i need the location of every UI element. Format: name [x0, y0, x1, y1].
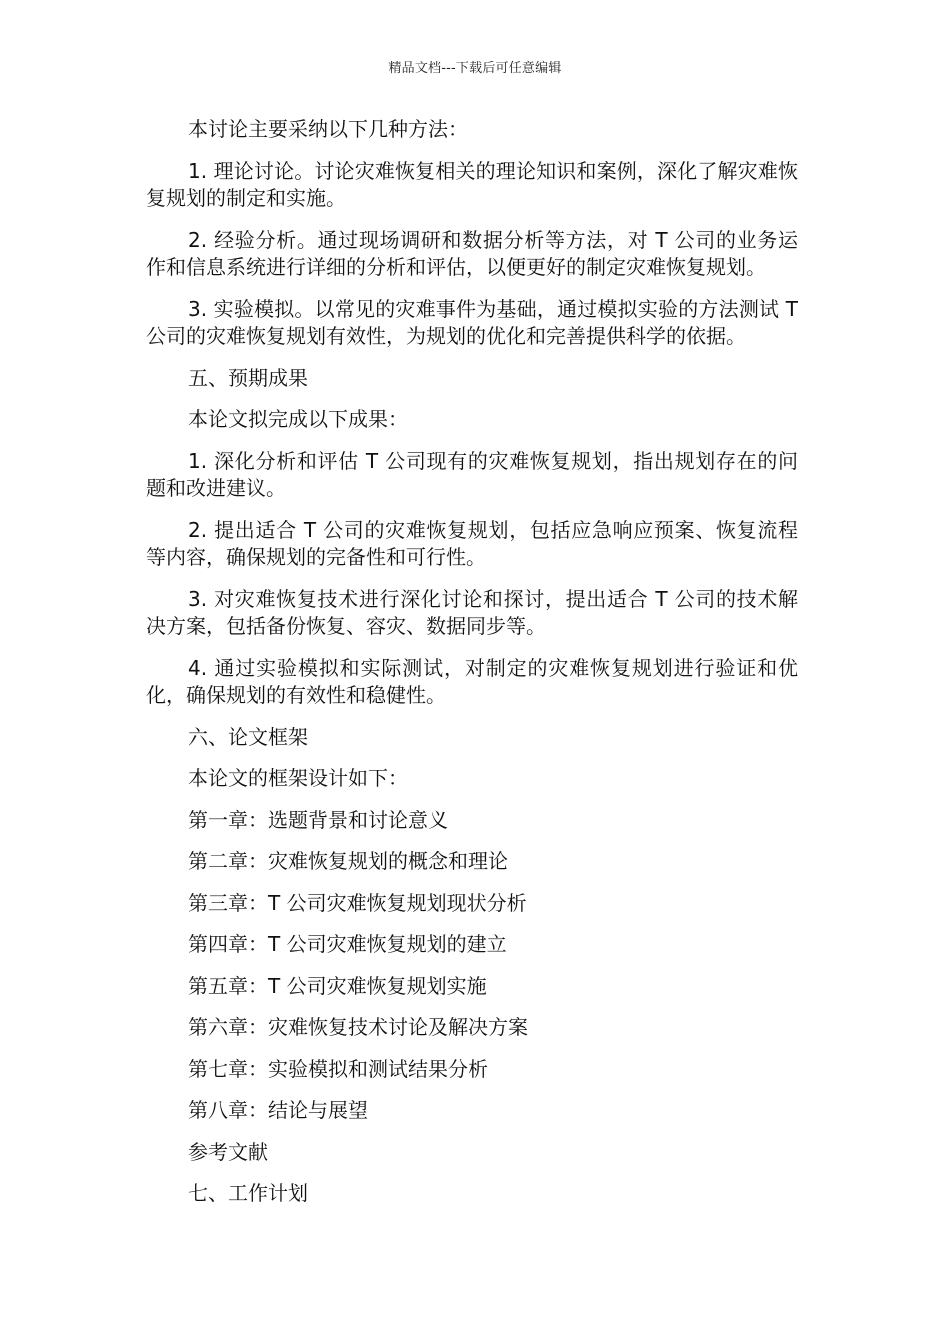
chapter-5: 第五章：T 公司灾难恢复规划实施 [188, 973, 487, 998]
chapter-2: 第二章：灾难恢复规划的概念和理论 [188, 849, 508, 873]
paragraph-methods-intro: 本讨论主要采纳以下几种方法： [188, 117, 468, 141]
references-item: 参考文献 [188, 1139, 268, 1164]
chapter-1: 第一章：选题背景和讨论意义 [188, 807, 448, 832]
chapter-6: 第六章：灾难恢复技术讨论及解决方案 [188, 1015, 528, 1039]
chapter-4: 第四章：T 公司灾难恢复规划的建立 [188, 932, 507, 956]
section-heading-work-plan: 七、工作计划 [188, 1181, 308, 1205]
paragraph-method-simulation: 3. 实验模拟。以常见的灾难事件为基础，通过模拟实验的方法测试 T 公司的灾难恢复规划有效性，为规划的优化和完善提供科学的依据。 [146, 296, 798, 348]
paragraph-result-4: 4. 通过实验模拟和实际测试，对制定的灾难恢复规划进行验证和优化，确保规划的有效性和稳健性。 [146, 655, 798, 707]
section-heading-framework: 六、论文框架 [188, 724, 308, 749]
chapter-3: 第三章：T 公司灾难恢复规划现状分析 [188, 890, 527, 915]
section-heading-expected-results: 五、预期成果 [188, 365, 308, 390]
document-body [146, 116, 798, 1222]
paragraph-result-2: 2. 提出适合 T 公司的灾难恢复规划，包括应急响应预案、恢复流程等内容，确保规划的完备性和可行性。 [146, 517, 798, 569]
chapter-8: 第八章：结论与展望 [188, 1098, 368, 1122]
chapter-7: 第七章：实验模拟和测试结果分析 [188, 1056, 488, 1081]
paragraph-framework-intro: 本论文的框架设计如下： [188, 766, 408, 790]
paragraph-method-theory: 1. 理论讨论。讨论灾难恢复相关的理论知识和案例，深化了解灾难恢复规划的制定和实施。 [146, 158, 798, 210]
paragraph-result-3: 3. 对灾难恢复技术进行深化讨论和探讨，提出适合 T 公司的技术解决方案，包括备份恢复、容灾、数据同步等。 [146, 586, 798, 638]
paragraph-result-1: 1. 深化分析和评估 T 公司现有的灾难恢复规划，指出规划存在的问题和改进建议。 [146, 448, 798, 500]
paragraph-method-experience: 2. 经验分析。通过现场调研和数据分析等方法，对 T 公司的业务运作和信息系统进行详细的分析和评估，以便更好的制定灾难恢复规划。 [146, 227, 798, 279]
page-header: 精品文档---下载后可任意编辑 [388, 61, 562, 76]
paragraph-results-intro: 本论文拟完成以下成果： [188, 407, 408, 431]
